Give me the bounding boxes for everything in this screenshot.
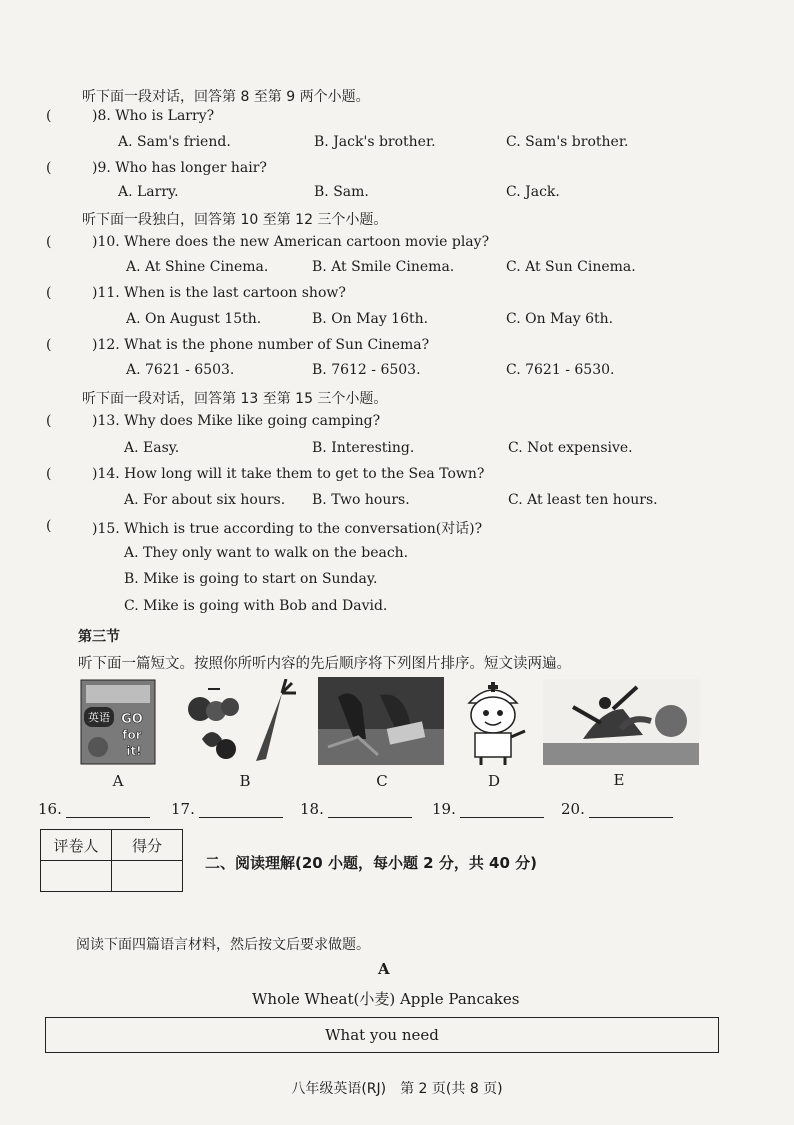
- question-8-option-c: C. Sam's brother.: [506, 134, 629, 150]
- doctor-cartoon-icon: [457, 677, 531, 767]
- question-15-option-c: C. Mike is going with Bob and David.: [124, 598, 388, 614]
- english-book-icon: [80, 679, 156, 765]
- question-14-option-b: B. Two hours.: [312, 492, 410, 508]
- yoga-photo-icon: [543, 679, 699, 765]
- question-11-option-a: A. On August 15th.: [126, 311, 262, 327]
- recipe-box-label: What you need: [325, 1026, 439, 1044]
- answer-paren[interactable]: (: [46, 518, 52, 534]
- grader-cell[interactable]: [41, 861, 112, 892]
- recipe-box: [45, 1017, 719, 1053]
- question-9-stem: )9. Who has longer hair?: [92, 160, 267, 176]
- part-2-title: 二、阅读理解(20 小题，每小题 2 分，共 40 分): [205, 854, 538, 872]
- question-8-stem: )8. Who is Larry?: [92, 108, 215, 124]
- answer-paren[interactable]: (: [46, 285, 52, 301]
- question-13-option-a: A. Easy.: [124, 440, 180, 456]
- reading-instruction: 阅读下面四篇语言材料，然后按文后要求做题。: [76, 937, 370, 953]
- vegetables-icon: [182, 679, 302, 765]
- svg-text:it!: it!: [126, 744, 142, 758]
- question-11-option-b: B. On May 16th.: [312, 311, 429, 327]
- picture-b-label: B: [239, 772, 251, 790]
- question-12-option-a: A. 7621 - 6503.: [126, 362, 235, 378]
- recipe-title: Whole Wheat(小麦) Apple Pancakes: [252, 990, 520, 1008]
- passage-letter: A: [378, 960, 390, 978]
- question-10-option-c: C. At Sun Cinema.: [506, 259, 636, 275]
- section-intro-8-9: 听下面一段对话，回答第 8 至第 9 两个小题。: [82, 89, 370, 105]
- picture-a-label: A: [112, 772, 124, 790]
- section-3-title: 第三节: [78, 629, 120, 645]
- book-title-cn: 英语: [88, 711, 110, 724]
- question-11-stem: )11. When is the last cartoon show?: [92, 285, 346, 301]
- answer-blank-17[interactable]: 17.: [171, 800, 283, 818]
- answer-paren[interactable]: (: [46, 413, 52, 429]
- cleaning-photo-icon: [318, 677, 444, 765]
- question-12-stem: )12. What is the phone number of Sun Cinema?: [92, 337, 430, 353]
- question-14-option-a: A. For about six hours.: [124, 492, 286, 508]
- question-15-option-a: A. They only want to walk on the beach.: [124, 545, 409, 561]
- answer-blank-20[interactable]: 20.: [561, 800, 673, 818]
- answer-paren[interactable]: (: [46, 234, 52, 250]
- question-9-option-a: A. Larry.: [118, 184, 179, 200]
- section-3-instruction: 听下面一篇短文。按照你所听内容的先后顺序将下列图片排序。短文读两遍。: [78, 656, 571, 672]
- question-8-option-a: A. Sam's friend.: [118, 134, 231, 150]
- picture-d-label: D: [487, 772, 501, 790]
- section-intro-10-12: 听下面一段独白，回答第 10 至第 12 三个小题。: [82, 212, 388, 228]
- question-12-option-c: C. 7621 - 6530.: [506, 362, 615, 378]
- question-13-option-c: C. Not expensive.: [508, 440, 633, 456]
- picture-e-label: E: [613, 771, 625, 789]
- question-12-option-b: B. 7612 - 6503.: [312, 362, 421, 378]
- answer-paren[interactable]: (: [46, 466, 52, 482]
- question-15-stem: )15. Which is true according to the conversation(对话)?: [92, 521, 483, 537]
- question-13-stem: )13. Why does Mike like going camping?: [92, 413, 381, 429]
- question-10-stem: )10. Where does the new American cartoon movie play?: [92, 234, 490, 250]
- question-14-option-c: C. At least ten hours.: [508, 492, 658, 508]
- answer-blank-19[interactable]: 19.: [432, 800, 544, 818]
- answer-blank-18[interactable]: 18.: [300, 800, 412, 818]
- answer-paren[interactable]: (: [46, 160, 52, 176]
- question-11-option-c: C. On May 6th.: [506, 311, 614, 327]
- question-9-option-c: C. Jack.: [506, 184, 560, 200]
- score-label: 得分: [112, 830, 183, 861]
- question-9-option-b: B. Sam.: [314, 184, 369, 200]
- picture-c-label: C: [376, 772, 388, 790]
- question-10-option-b: B. At Smile Cinema.: [312, 259, 455, 275]
- question-15-option-b: B. Mike is going to start on Sunday.: [124, 571, 378, 587]
- question-13-option-b: B. Interesting.: [312, 440, 415, 456]
- question-14-stem: )14. How long will it take them to get to the Sea Town?: [92, 466, 485, 482]
- grader-label: 评卷人: [41, 830, 112, 861]
- section-intro-13-15: 听下面一段对话，回答第 13 至第 15 三个小题。: [82, 391, 388, 407]
- answer-paren[interactable]: (: [46, 337, 52, 353]
- question-10-option-a: A. At Shine Cinema.: [126, 259, 269, 275]
- score-cell[interactable]: [112, 861, 183, 892]
- svg-text:for: for: [122, 728, 142, 742]
- answer-paren[interactable]: (: [46, 108, 52, 124]
- grader-box: [40, 829, 183, 892]
- answer-blank-16[interactable]: 16.: [38, 800, 150, 818]
- svg-text:GO: GO: [121, 712, 143, 727]
- page-footer: 八年级英语(RJ) 第 2 页(共 8 页): [291, 1081, 503, 1097]
- question-8-option-b: B. Jack's brother.: [314, 134, 436, 150]
